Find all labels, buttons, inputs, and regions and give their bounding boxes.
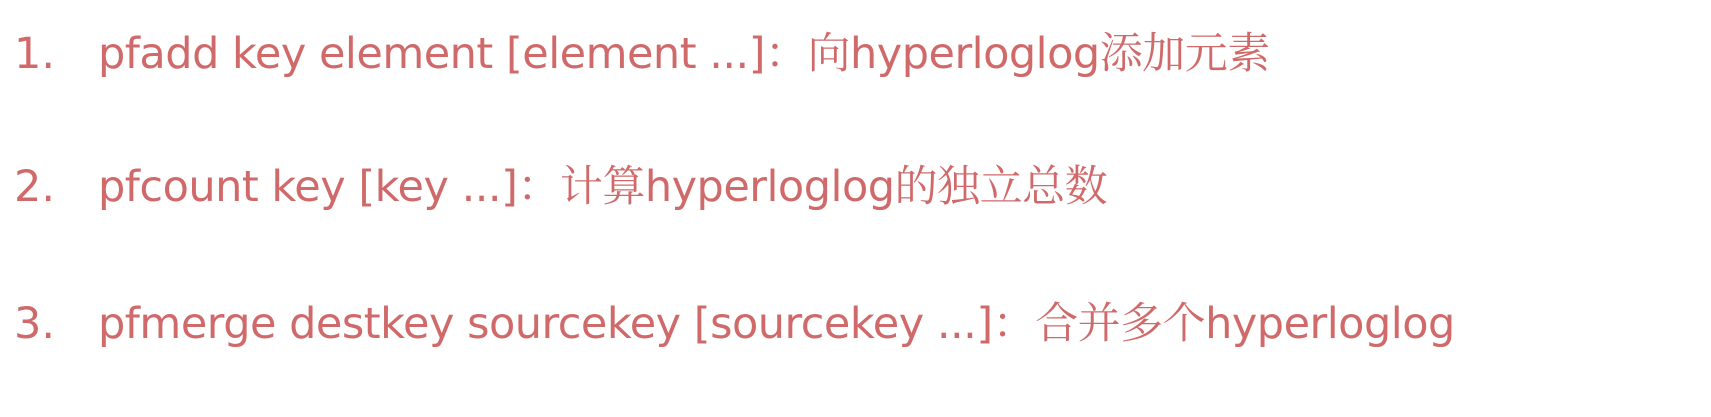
list-number: 3. (14, 298, 56, 349)
list-number: 1. (14, 28, 56, 79)
list-item (14, 155, 1107, 219)
list-text: pfadd key element [element ...]：向hyperloglog添加元素 (98, 28, 1270, 79)
list-text: pfmerge destkey sourcekey [sourcekey ...]：合并多个hyperloglog (98, 298, 1455, 349)
list-number: 2. (14, 161, 56, 212)
list-item (14, 22, 1270, 86)
list-item (14, 292, 1455, 356)
list-text: pfcount key [key ...]：计算hyperloglog的独立总数 (98, 161, 1108, 212)
